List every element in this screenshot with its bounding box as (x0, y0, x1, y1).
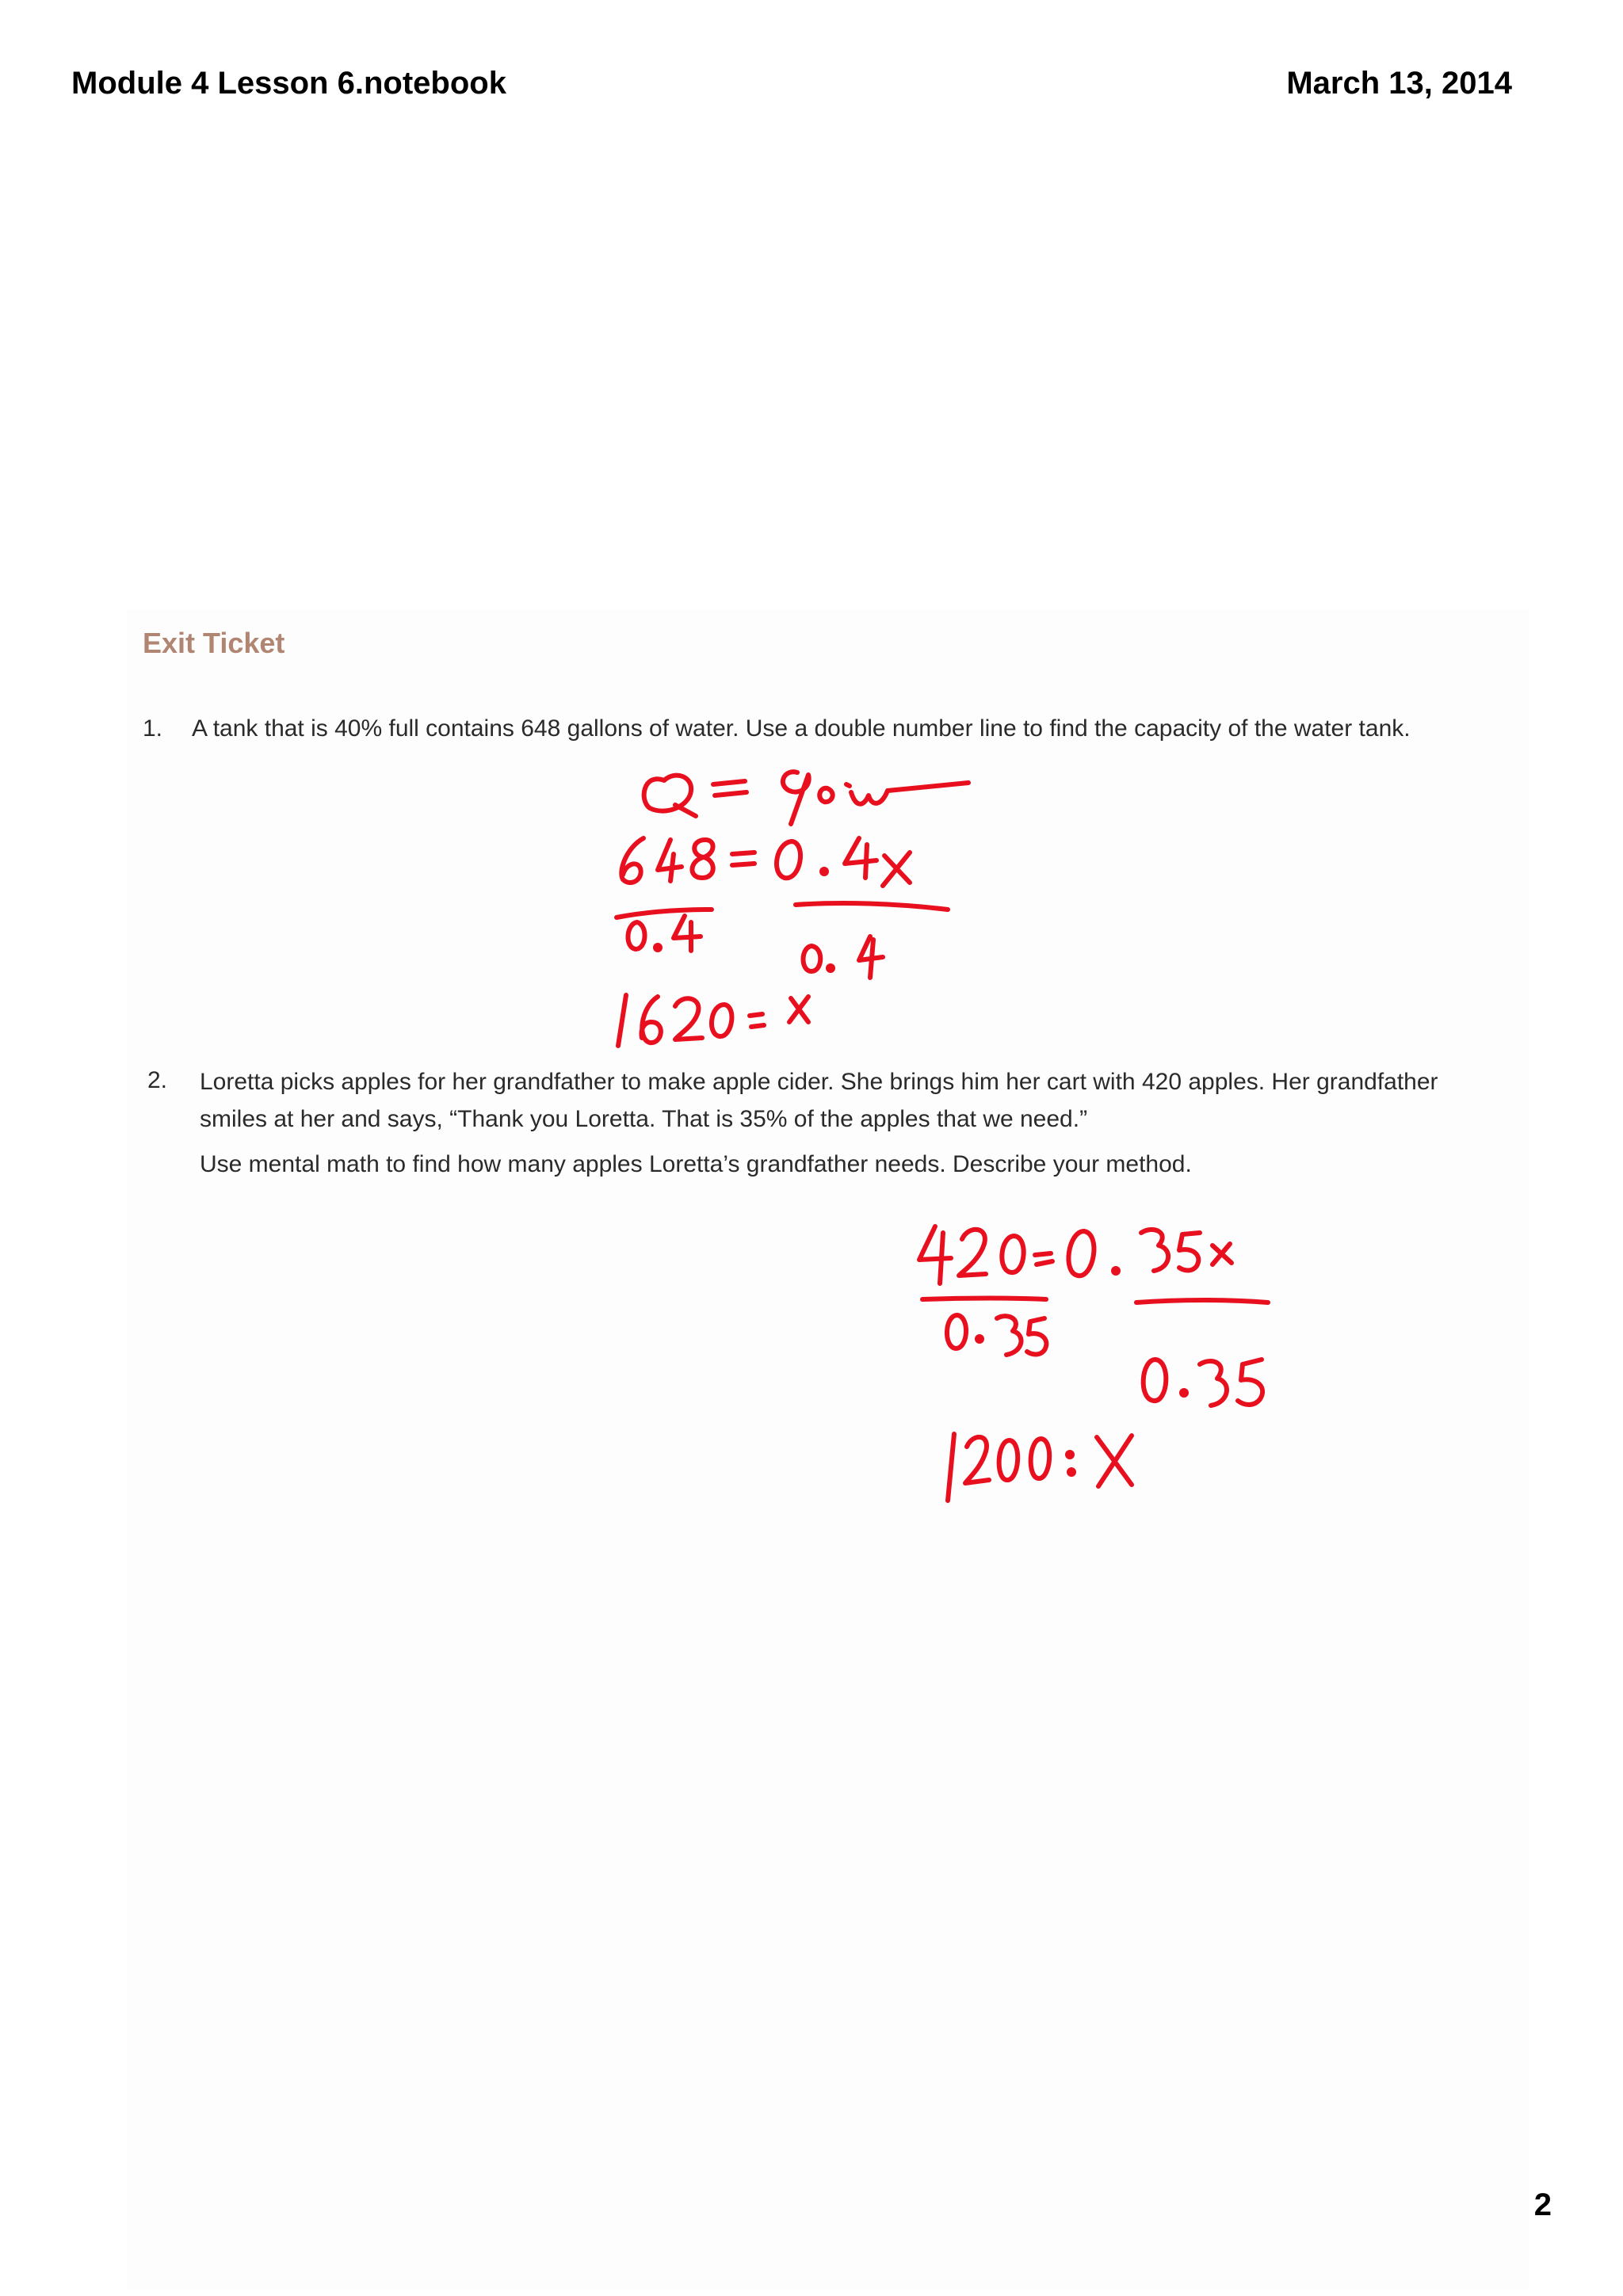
question-text: Loretta picks apples for her grandfather to make apple cider. She brings him her cart with 420 apples. Her grandfather smiles at her and says, “Thank you Loretta. That is 35% of the apples that we need.” (200, 1069, 1438, 1132)
question-text: A tank that is 40% full contains 648 gallons of water. Use a double number line to find the capacity of the water tank. (192, 715, 1411, 742)
exit-ticket-title: Exit Ticket (143, 627, 285, 659)
question-number: 1. (143, 715, 163, 742)
question-prompt: Use mental math to find how many apples Loretta’s grandfather needs. Describe your method. (200, 1151, 1192, 1177)
worksheet-page (127, 610, 1529, 2290)
page-date: March 13, 2014 (1286, 66, 1512, 101)
page-number: 2 (1533, 2187, 1552, 2222)
question-number: 2. (147, 1067, 168, 1093)
notebook-title: Module 4 Lesson 6.notebook (71, 66, 506, 101)
question-2 (147, 1063, 1510, 1182)
question-1 (143, 711, 1490, 791)
